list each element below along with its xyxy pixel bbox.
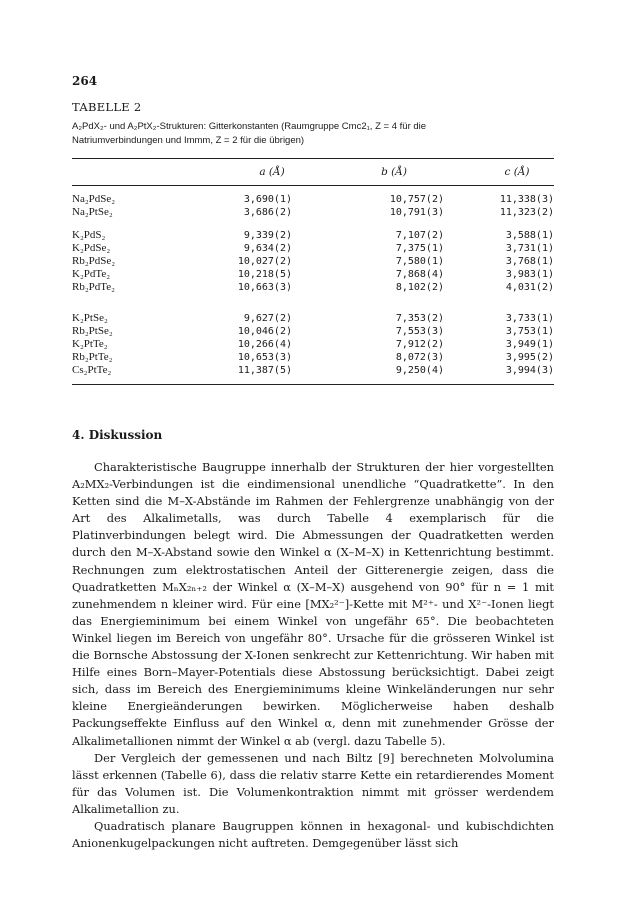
cell-b: 7,580(1) bbox=[395, 256, 444, 267]
cell-b: 7,868(4) bbox=[395, 269, 444, 280]
compound: Rb₂PtTe₂ bbox=[72, 351, 113, 363]
cell-a: 9,634(2) bbox=[243, 243, 292, 254]
compound: Rb₂PdSe₂ bbox=[72, 255, 116, 267]
cell-a: 3,690(1) bbox=[243, 194, 292, 205]
header-a: a (Å) bbox=[259, 166, 285, 178]
compound: K₂PtSe₂ bbox=[72, 312, 108, 324]
cell-c: 3,733(1) bbox=[505, 313, 554, 324]
table-row bbox=[72, 281, 554, 294]
cell-a: 9,339(2) bbox=[243, 230, 292, 241]
caption-line: A₂PdX₂- und A₂PtX₂-Strukturen: Gitterkonstanten (Raumgruppe Cmc2₁, Z = 4 für die bbox=[72, 121, 427, 132]
cell-a: 10,218(5) bbox=[237, 269, 292, 280]
cell-a: 11,387(5) bbox=[237, 365, 292, 376]
cell-b: 8,102(2) bbox=[395, 282, 444, 293]
table-group-pd bbox=[72, 229, 554, 294]
cell-c: 11,323(2) bbox=[499, 207, 554, 218]
table-label: TABELLE 2 bbox=[72, 100, 142, 114]
cell-a: 10,663(3) bbox=[237, 282, 292, 293]
cell-a: 10,046(2) bbox=[237, 326, 292, 337]
cell-a: 9,627(2) bbox=[243, 313, 292, 324]
cell-b: 7,553(3) bbox=[395, 326, 444, 337]
cell-c: 4,031(2) bbox=[505, 282, 554, 293]
cell-a: 10,653(3) bbox=[237, 352, 292, 363]
table-caption bbox=[72, 120, 554, 148]
compound: Cs₂PtTe₂ bbox=[72, 364, 112, 376]
table-row bbox=[72, 193, 554, 206]
header-b: b (Å) bbox=[381, 166, 407, 178]
page-number: 264 bbox=[72, 74, 98, 88]
cell-b: 7,375(1) bbox=[395, 243, 444, 254]
cell-a: 10,027(2) bbox=[237, 256, 292, 267]
compound: Na₂PdSe₂ bbox=[72, 193, 116, 205]
paragraph: Charakteristische Baugruppe innerhalb der Strukturen der hier vorgestellten A₂MX₂-Verbindungen ist die eindimensional unendliche “Quadratkette”. In den Ketten sind die M–X-Abstände im Rahmen der Fehlergrenze unabhängig von der Art des Alkalimetalls, was durch Tabelle 4 exemplarisch für die Platinverbindungen belegt wird. Die Abmessungen der Quadratketten werden durch den M–X-Abstand sowie den Winkel α (X–M–X) in Kettenrichtung bestimmt. Rechnungen zum elektrostatischen Anteil der Gitterenergie zeigen, dass die Quadratketten MₙX₂ₙ₊₂ der Winkel α (X–M–X) ausgehend von 90° für n = 1 mit zunehmendem n kleiner wird. Für eine [MX₂²⁻]-Kette mit M²⁺- und X²⁻-Ionen liegt das Energieminimum bei einem Winkel von ungefähr 65°. Die beobachteten Winkel liegen im Bereich von ungefähr 80°. Ursache für die grösseren Winkel ist die Bornsche Abstossung der X-Ionen senkrecht zur Kettenrichtung. Wir haben mit Hilfe eines Born–Mayer-Potentials diese Abstossung berücksichtigt. Dabei zeigt sich, dass im Bereich des Energieminimums kleine Winkeländerungen nur sehr kleine Energieänderungen bewirken. Möglicherweise haben deshalb Packungseffekte Einfluss auf den Winkel α, denn mit zunehmender Grösse der Alkalimetallionen nimmt der Winkel α ab (vergl. dazu Tabelle 5). bbox=[72, 460, 554, 748]
paragraph: Der Vergleich der gemessenen und nach Biltz [9] berechneten Molvolumina lässt erkennen (Tabelle 6), dass die relativ starre Kette ein retardierendes Moment für das Volumen ist. Die Volumenkontraktion nimmt mit grösser werdendem Alkalimetallion zu. bbox=[72, 750, 554, 816]
cell-a: 10,266(4) bbox=[237, 339, 292, 350]
cell-c: 3,994(3) bbox=[505, 365, 554, 376]
cell-a: 3,686(2) bbox=[243, 207, 292, 218]
cell-b: 7,912(2) bbox=[395, 339, 444, 350]
table-row bbox=[72, 255, 554, 268]
cell-c: 3,731(1) bbox=[505, 243, 554, 254]
header-c: c (Å) bbox=[504, 166, 530, 178]
cell-c: 3,768(1) bbox=[505, 256, 554, 267]
cell-c: 3,588(1) bbox=[505, 230, 554, 241]
table-row bbox=[72, 351, 554, 364]
table-top-rule bbox=[72, 158, 554, 159]
table-group-pt bbox=[72, 312, 554, 377]
compound: K₂PdS₂ bbox=[72, 229, 106, 241]
cell-c: 3,995(2) bbox=[505, 352, 554, 363]
caption-line: Natriumverbindungen und Immm, Z = 2 für die übrigen) bbox=[72, 135, 305, 146]
table-row bbox=[72, 206, 554, 219]
table-row bbox=[72, 268, 554, 281]
cell-b: 10,757(2) bbox=[389, 194, 444, 205]
cell-c: 3,983(1) bbox=[505, 269, 554, 280]
compound: K₂PdSe₂ bbox=[72, 242, 111, 254]
compound: Rb₂PdTe₂ bbox=[72, 281, 115, 293]
table-group-na bbox=[72, 193, 554, 219]
body-text bbox=[72, 459, 554, 852]
compound: K₂PtTe₂ bbox=[72, 338, 108, 350]
cell-b: 9,250(4) bbox=[395, 365, 444, 376]
section-heading: 4. Diskussion bbox=[72, 428, 163, 442]
table-row bbox=[72, 242, 554, 255]
table-row bbox=[72, 338, 554, 351]
cell-c: 3,753(1) bbox=[505, 326, 554, 337]
compound: Na₂PtSe₂ bbox=[72, 206, 113, 218]
paragraph: Quadratisch planare Baugruppen können in hexagonal- und kubischdichten Anionenkugelpackungen nicht auftreten. Demgegenüber lässt sich bbox=[72, 818, 554, 851]
cell-c: 11,338(3) bbox=[499, 194, 554, 205]
table-header-rule bbox=[72, 185, 554, 186]
table-row bbox=[72, 229, 554, 242]
compound: Rb₂PtSe₂ bbox=[72, 325, 113, 337]
table-row bbox=[72, 364, 554, 377]
table-row bbox=[72, 325, 554, 338]
cell-b: 10,791(3) bbox=[389, 207, 444, 218]
table-row bbox=[72, 312, 554, 325]
cell-b: 7,353(2) bbox=[395, 313, 444, 324]
compound: K₂PdTe₂ bbox=[72, 268, 111, 280]
table-header bbox=[72, 166, 554, 180]
cell-b: 8,072(3) bbox=[395, 352, 444, 363]
cell-c: 3,949(1) bbox=[505, 339, 554, 350]
table-bottom-rule bbox=[72, 384, 554, 385]
cell-b: 7,107(2) bbox=[395, 230, 444, 241]
